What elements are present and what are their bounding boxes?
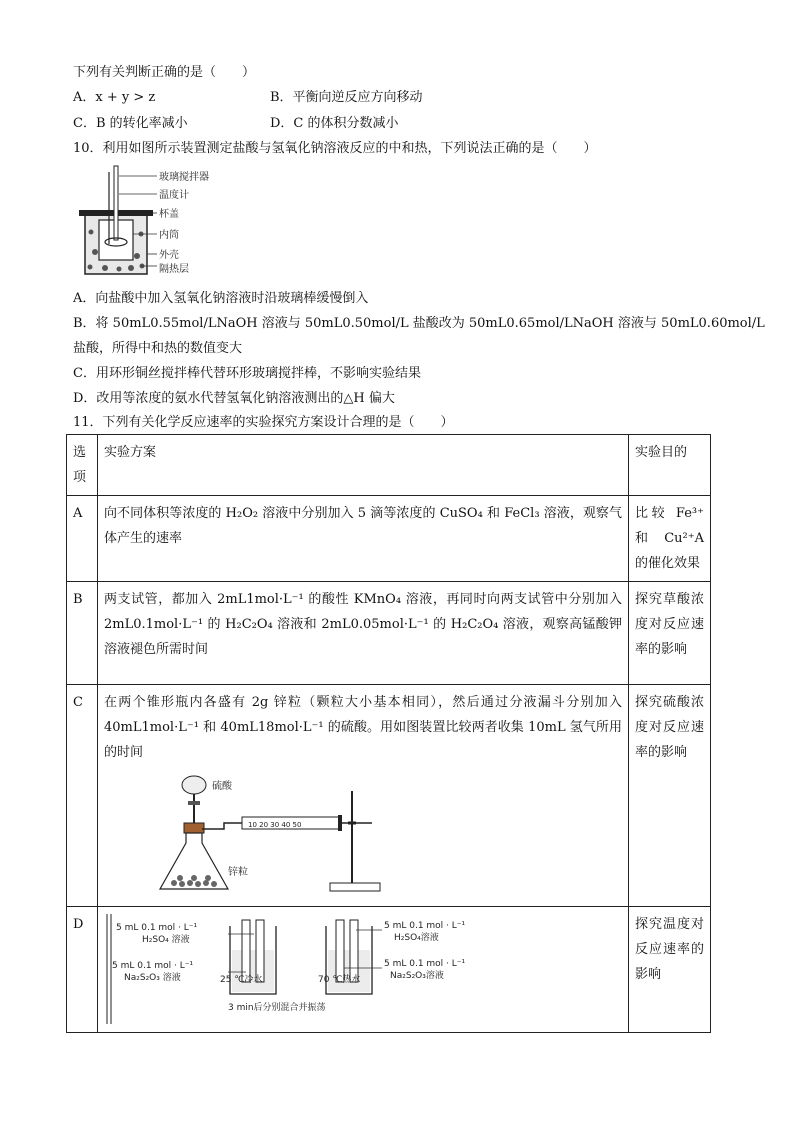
- label-left-top: 5 mL 0.1 mol · L⁻¹: [116, 923, 198, 933]
- label-acid: 硫酸: [212, 781, 232, 792]
- row-purpose: 探究温度对反应速率的影响: [629, 907, 711, 1033]
- row-plan: 向不同体积等浓度的 H₂O₂ 溶液中分别加入 5 滴等浓度的 CuSO₄ 和 FeCl₃ 溶液，观察气体产生的速率: [98, 496, 629, 582]
- calorimeter-figure: [75, 162, 235, 280]
- label-stirrer: 玻璃搅拌器: [159, 172, 209, 183]
- question-intro: 下列有关判断正确的是（ ）: [73, 65, 256, 80]
- header-plan: 实验方案: [98, 435, 629, 496]
- table-header-row: [67, 435, 711, 496]
- gas-collection-apparatus: [152, 771, 412, 897]
- label-zinc: 锌粒: [228, 867, 248, 878]
- q11-stem: 11．下列有关化学反应速率的实验探究方案设计合理的是（ ）: [73, 415, 454, 430]
- label-right-bottom: 5 mL 0.1 mol · L⁻¹: [384, 959, 466, 969]
- label-left-bottom: 5 mL 0.1 mol · L⁻¹: [112, 961, 194, 971]
- label-inner-cup: 内筒: [159, 230, 179, 241]
- q10-option-a: A．向盐酸中加入氢氧化钠溶液时沿玻璃棒缓慢倒入: [73, 291, 369, 306]
- label-syringe-scale: 10 20 30 40 50: [248, 821, 302, 829]
- q10-option-b-line1: B．将 50mL0.55mol/LNaOH 溶液与 50mL0.50mol/L 盐酸改为 50mL0.65mol/LNaOH 溶液与 50mL0.60mol/L: [73, 316, 765, 331]
- option-a: A．x + y > z: [73, 90, 156, 105]
- row-plan-cell: [98, 685, 629, 907]
- q10-option-d: D．改用等浓度的氨水代替氢氧化钠溶液测出的△H 偏大: [73, 391, 395, 406]
- label-lid: 杯盖: [159, 209, 179, 220]
- label-left-bath: 25 ℃冷水: [220, 975, 263, 985]
- label-left-bottom2: Na₂S₂O₃ 溶液: [124, 973, 181, 983]
- label-right-top2: H₂SO₄溶液: [394, 933, 439, 943]
- q10-option-c: C．用环形铜丝搅拌棒代替环形玻璃搅拌棒，不影响实验结果: [73, 366, 421, 381]
- label-right-bath: 70 ℃热水: [318, 975, 361, 985]
- label-right-top: 5 mL 0.1 mol · L⁻¹: [384, 921, 466, 931]
- table-row: [67, 685, 711, 907]
- q10-stem: 10．利用如图所示装置测定盐酸与氢氧化钠溶液反应的中和热，下列说法正确的是（ ）: [73, 141, 597, 156]
- row-label: B: [67, 582, 98, 685]
- label-right-bottom2: Na₂S₂O₃溶液: [390, 971, 444, 981]
- option-d: D．C 的体积分数减小: [270, 116, 399, 131]
- label-insulation: 隔热层: [159, 264, 189, 275]
- label-thermometer: 温度计: [159, 190, 189, 201]
- header-purpose: 实验目的: [629, 435, 711, 496]
- row-label: A: [67, 496, 98, 582]
- row-plan-cell: [98, 907, 629, 1033]
- experiment-table: [66, 434, 711, 1033]
- label-outer-shell: 外壳: [159, 250, 179, 261]
- row-label: C: [67, 685, 98, 907]
- row-plan: 两支试管，都加入 2mL1mol·L⁻¹ 的酸性 KMnO₄ 溶液，再同时向两支试管中分别加入 2mL0.1mol·L⁻¹ 的 H₂C₂O₄ 溶液和 2mL0.05mol·L⁻¹ 的 H₂C₂O₄ 溶液，观察高锰酸钾溶液褪色所需时间: [98, 582, 629, 685]
- row-purpose: 探究草酸浓度对反应速率的影响: [629, 582, 711, 685]
- label-left-top2: H₂SO₄ 溶液: [142, 935, 190, 945]
- q10-option-b-line2: 盐酸，所得中和热的数值变大: [73, 341, 243, 356]
- header-option: 选项: [67, 435, 98, 496]
- row-purpose: 比较 Fe³⁺和 Cu²⁺A 的催化效果: [629, 496, 711, 582]
- table-row: [67, 907, 711, 1033]
- table-row: [67, 582, 711, 685]
- table-row: [67, 496, 711, 582]
- temperature-experiment-figure: [104, 912, 484, 1024]
- row-label: D: [67, 907, 98, 1033]
- figure-caption: 3 min后分别混合并振荡: [228, 1003, 326, 1013]
- row-plan: 在两个锥形瓶内各盛有 2g 锌粒（颗粒大小基本相同），然后通过分液漏斗分别加入 40mL1mol·L⁻¹ 和 40mL18mol·L⁻¹ 的硫酸。用如图装置比较两者收集 10mL 氢气所用的时间: [104, 695, 622, 760]
- row-purpose: 探究硫酸浓度对反应速率的影响: [629, 685, 711, 907]
- option-c: C．B 的转化率减小: [73, 116, 188, 131]
- option-b: B．平衡向逆反应方向移动: [270, 90, 423, 105]
